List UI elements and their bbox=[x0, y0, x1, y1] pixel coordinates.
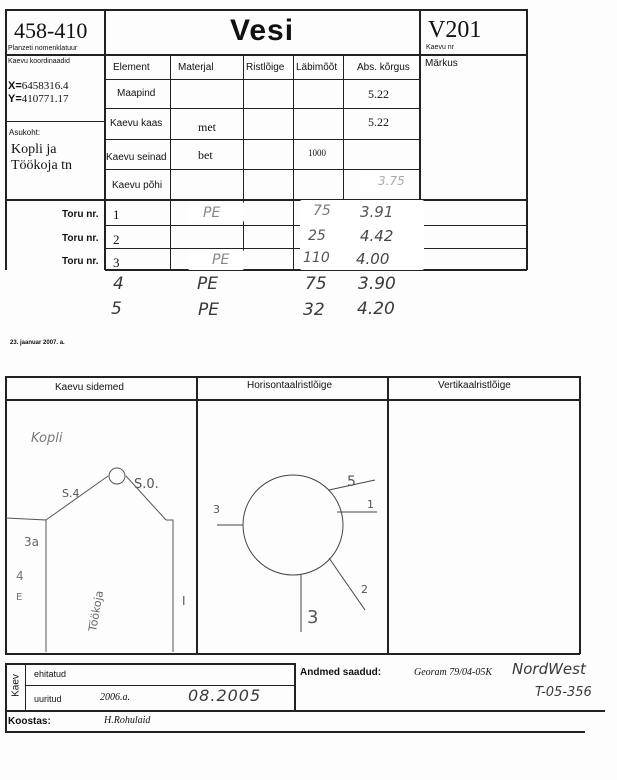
pipe-nr-2: 2 bbox=[113, 232, 120, 247]
building-outline-right bbox=[166, 520, 173, 652]
well-id: V201 bbox=[428, 17, 482, 43]
sketch-label-roman: I bbox=[182, 594, 186, 608]
circle-label-3-down: 3 bbox=[307, 607, 319, 628]
footer-side-label: Kaev bbox=[10, 674, 22, 697]
pipe-label-2: Toru nr. bbox=[62, 233, 99, 244]
footer-built-label: ehitatud bbox=[34, 669, 67, 679]
coord-x bbox=[8, 80, 69, 92]
extra-pipe-material-5: PE bbox=[198, 300, 219, 320]
row-diameter-walls: 1000 bbox=[308, 148, 326, 158]
sections-sep-2 bbox=[387, 376, 389, 654]
pipe-nr-1: 1 bbox=[113, 207, 120, 222]
sketch-label-4e-b: E bbox=[16, 592, 23, 603]
row-divider-1 bbox=[105, 108, 420, 109]
pipe-label-1: Toru nr. bbox=[62, 209, 99, 220]
extra-pipe-height-4: 3.90 bbox=[358, 274, 396, 294]
footer-bottom bbox=[5, 731, 585, 733]
coord-y-label: Y= bbox=[8, 93, 22, 105]
extra-pipe-diameter-4: 75 bbox=[305, 274, 327, 294]
top-form-border-left bbox=[5, 9, 7, 270]
footer-source-label: Andmed saadud: bbox=[300, 667, 382, 678]
sections-right bbox=[579, 376, 581, 654]
row-height-ground: 5.22 bbox=[368, 87, 389, 101]
row-element-walls: Kaevu seinad bbox=[106, 152, 167, 163]
left-box-divider bbox=[5, 121, 105, 122]
footer-measured-label: uuritud bbox=[34, 694, 62, 704]
extra-pipe-nr-5: 5 bbox=[111, 299, 122, 319]
section-connections-title: Kaevu sidemed bbox=[55, 382, 124, 393]
circle-label-3-left: 3 bbox=[213, 503, 220, 516]
well-symbol bbox=[109, 468, 125, 484]
top-form-border-top bbox=[5, 9, 527, 11]
pipe-diameter-1: 75 bbox=[313, 203, 331, 219]
pipe-diameter-3: 110 bbox=[303, 250, 330, 266]
col-sep-diameter bbox=[293, 54, 294, 270]
pipe-diameter-2: 25 bbox=[308, 228, 326, 244]
pipe-height-2: 4.42 bbox=[360, 227, 394, 245]
sections-bottom bbox=[5, 653, 580, 655]
horizontal-section-sketch bbox=[197, 400, 387, 653]
coords-label: Kaevu koordinaadid bbox=[8, 58, 70, 65]
location-line-2: Töökoja tn bbox=[11, 158, 73, 173]
footer-source-hand: NordWest bbox=[512, 660, 586, 678]
sketch-street-bottom: Töökoja bbox=[86, 589, 107, 633]
page-title: Vesi bbox=[230, 14, 295, 47]
row-element-ground: Maapind bbox=[117, 88, 156, 99]
section-horizontal-title: Horisontaalristlõige bbox=[247, 380, 333, 391]
date-stamp: 23. jaanuar 2007. a. bbox=[10, 340, 65, 346]
footer-mid-sep bbox=[294, 663, 296, 711]
table-header-divider bbox=[105, 79, 420, 80]
circle-label-5: 5 bbox=[347, 474, 356, 490]
extra-pipe-height-5: 4.20 bbox=[357, 299, 395, 319]
col-header-cross: Ristlõige bbox=[246, 62, 285, 73]
extra-pipe-diameter-5: 32 bbox=[303, 300, 325, 320]
row-material-cover: met bbox=[198, 120, 216, 134]
sketch-label-4e: 4 bbox=[16, 569, 24, 583]
col-sep-material bbox=[170, 54, 171, 270]
col-header-height: Abs. kõrgus bbox=[357, 62, 410, 73]
sketch-street-top: Kopli bbox=[31, 431, 63, 446]
row-height-cover: 5.22 bbox=[368, 115, 389, 129]
footer-author-value: H.Rohulaid bbox=[104, 715, 151, 726]
footer-measured-value: 2006.a. bbox=[100, 692, 130, 703]
footer-top bbox=[5, 663, 295, 665]
row-element-bottom: Kaevu põhi bbox=[112, 180, 163, 191]
header-divider bbox=[5, 54, 527, 56]
sketch-label-3a: 3a bbox=[24, 535, 39, 549]
well-circle bbox=[243, 475, 343, 575]
footer-measured-hand: 08.2005 bbox=[188, 686, 262, 705]
footer-side-sep bbox=[25, 663, 26, 711]
coord-y bbox=[8, 93, 69, 105]
row-element-cover: Kaevu kaas bbox=[110, 118, 163, 129]
sketch-label-s4: S.4 bbox=[62, 487, 80, 500]
section-vertical-title: Vertikaalristlõige bbox=[438, 380, 511, 391]
footer-row-sep-2 bbox=[5, 710, 605, 712]
pipe-material-1: PE bbox=[203, 205, 221, 221]
map-sheet-caption: Planzeti nomenklatuur bbox=[8, 45, 78, 52]
pipe-height-3: 4.00 bbox=[356, 250, 390, 268]
location-label: Asukoht: bbox=[9, 128, 41, 137]
row-height-bottom: 3.75 bbox=[378, 174, 405, 188]
well-id-caption: Kaevu nr bbox=[426, 44, 455, 51]
footer-left bbox=[5, 663, 7, 731]
pipe-2 bbox=[329, 558, 365, 610]
col-header-element: Element bbox=[113, 62, 150, 73]
pipe-nr-3: 3 bbox=[113, 255, 120, 270]
extra-pipe-nr-4: 4 bbox=[113, 274, 124, 294]
footer-author-label: Koostas: bbox=[8, 716, 51, 727]
pipe-material-3: PE bbox=[212, 252, 230, 268]
notes-label: Märkus bbox=[425, 58, 458, 69]
row-divider-2 bbox=[105, 139, 420, 140]
row-divider-4 bbox=[5, 199, 527, 201]
extra-pipe-material-4: PE bbox=[197, 274, 218, 294]
footer-source-value: Georam 79/04-05K bbox=[414, 667, 493, 678]
circle-label-1: 1 bbox=[367, 498, 374, 511]
coord-x-value: 6458316.4 bbox=[21, 80, 69, 92]
row-material-walls: bet bbox=[198, 148, 213, 162]
circle-label-2: 2 bbox=[361, 583, 368, 596]
sections-top bbox=[5, 376, 580, 378]
footer-source-hand-2: T-05-356 bbox=[535, 685, 592, 700]
location-line-1: Kopli ja bbox=[11, 142, 57, 157]
top-form-border-right bbox=[526, 9, 528, 270]
col-sep-cross bbox=[243, 54, 244, 270]
col-header-material: Materjal bbox=[178, 62, 214, 73]
coord-y-value: 410771.17 bbox=[21, 93, 69, 105]
coord-x-label: X= bbox=[8, 80, 22, 92]
sketch-label-s0: S.0. bbox=[134, 477, 159, 492]
col-header-diameter: Läbimõõt bbox=[296, 62, 338, 73]
pipe-label-3: Toru nr. bbox=[62, 256, 99, 267]
row-divider-3 bbox=[105, 169, 420, 170]
connections-sketch bbox=[6, 400, 196, 653]
pipe-height-1: 3.91 bbox=[360, 203, 394, 221]
map-sheet-code: 458-410 bbox=[14, 18, 88, 43]
